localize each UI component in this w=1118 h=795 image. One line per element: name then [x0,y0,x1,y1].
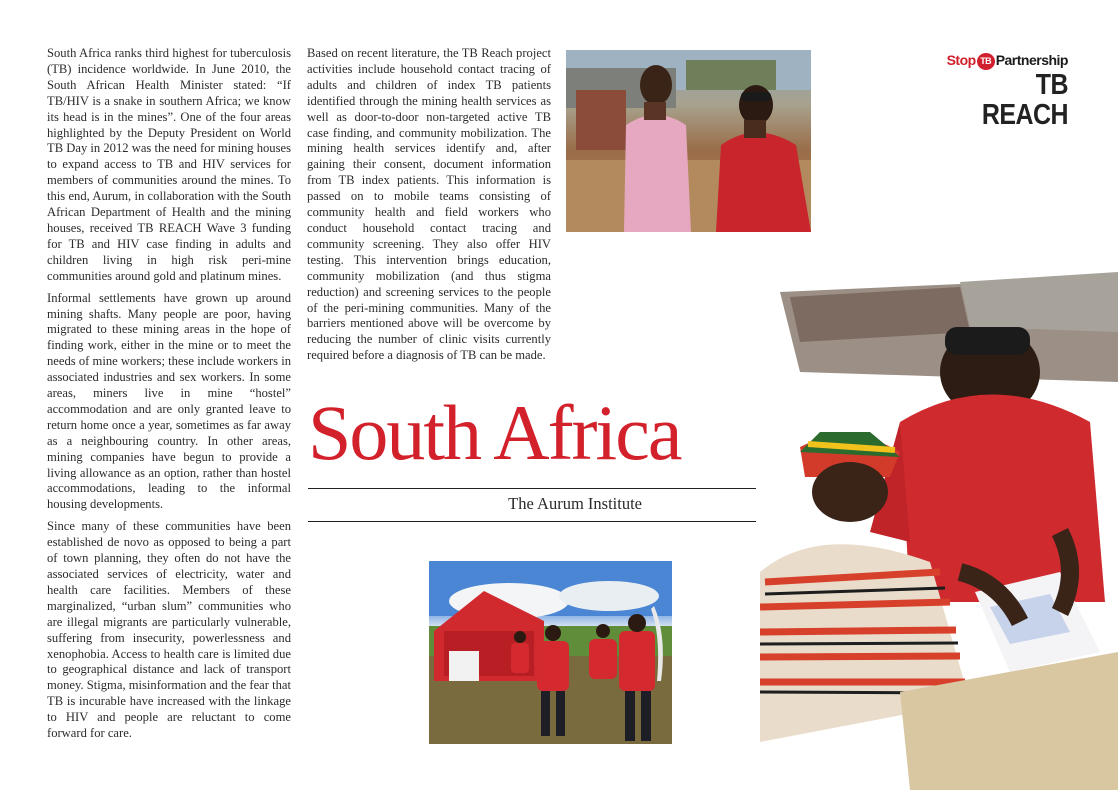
page-title: South Africa [308,389,681,476]
photo-community-event-illustration [429,561,672,744]
text-column-left [47,46,291,748]
logo-tb-reach-text: TB REACH [981,69,1068,131]
logo-tb-badge: TB [977,53,995,70]
logo-stop-text: Stop [946,52,976,68]
title-rule-bottom [308,521,756,522]
page-subtitle: The Aurum Institute [508,494,642,513]
paragraph: Informal settlements have grown up around mining shafts. Many people are poor, having migrated to these mining areas in the hope of finding work, either in the mine or to meet the needs of mine workers; these include workers in associated industries and sex workers. In some areas, miners live in mine “hostel” accommodation and are only granted leave to return home once a year, sometimes as far away as a neighbouring country. In other areas, mining companies have begun to provide a living allowance as an option, rather than hostel accommodations, leading to the informal housing developments. [47,290,291,512]
photo-women-outdoors [566,50,811,232]
photo-health-workers-outreach [760,272,1118,790]
stop-tb-partnership-logo [928,51,1068,131]
photo-community-event [429,561,672,744]
title-rule-top [308,488,756,489]
photo-women-outdoors-illustration [566,50,811,232]
paragraph: South Africa ranks third highest for tuberculosis (TB) incidence worldwide. In June 2010, the South African Health Minister stated: “If TB/HIV is a snake in southern Africa; we know its head is in the mines”. One of the four areas highlighted by the Deputy President on World TB Day in 2012 was the need for mining houses to expand access to TB and HIV services for members of communities around the mines. To this end, Aurum, in collaboration with the South African Department of Health and the mining houses, received TB REACH Wave 3 funding for TB and HIV case finding in adults and children living in high risk peri-mine communities around gold and platinum mines. [47,46,291,283]
paragraph: Based on recent literature, the TB Reach project activities include household contact tracing of adults and children of index TB patients identified through the mining health services as well as door-to-door non-targeted active TB case finding, and community mobilization. The mining health services identify and, after gaining their consent, document information from TB index patients. This information is passed on to mobile teams consisting of community health and field workers who conduct household contact tracing and community screening. They also offer HIV testing. This intervention brings education, community mobilization (and thus stigma reduction) and screening services to the people of the peri-mining communities. Many of the barriers mentioned above will be overcome by reducing the number of clinic visits currently required before a diagnosis of TB can be made. [307,46,551,363]
photo-health-workers-outreach-illustration [760,272,1118,790]
logo-wordmark-top [928,51,1068,70]
text-column-middle [307,46,551,370]
logo-partnership-text: Partnership [995,52,1068,68]
paragraph: Since many of these communities have been established de novo as opposed to being a part of town planning, they often do not have the associated services of electricity, water and health care facilities. Members of these marginalized, “urban slum” communities who are illegal migrants are particularly vulnerable, suffering from insecurity, powerlessness and xenophobia. Access to health care is limited due to geographical distance and lack of transport money. Stigma, misinformation and the fear that TB is incurable have increased with the linkage to HIV and people are reluctant to come forward for care. [47,519,292,741]
